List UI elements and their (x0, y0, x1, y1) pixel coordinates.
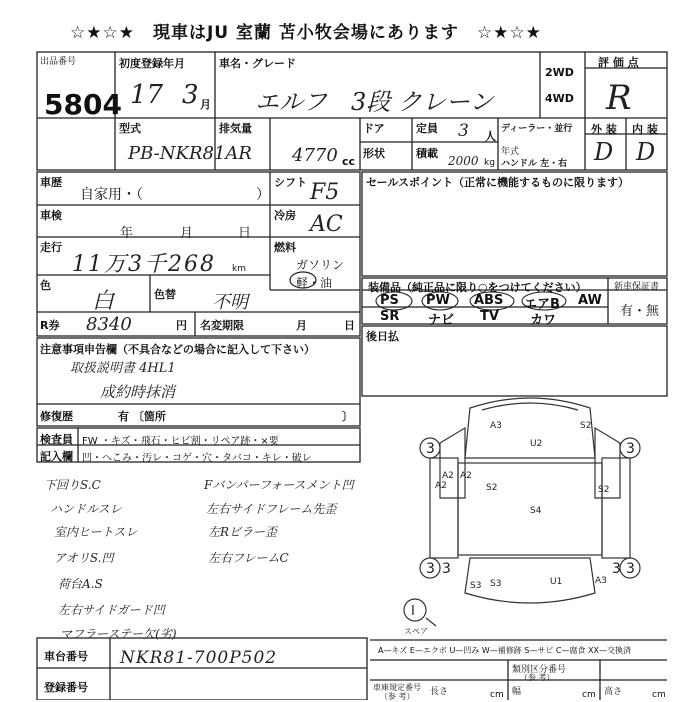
repair-label: 修復歴 (40, 410, 73, 423)
registration-year: 17 (130, 80, 164, 110)
after-sale-label: 後日払 (366, 330, 399, 343)
inspection-month-unit: 月 (180, 226, 194, 241)
ticket-unit: 円 (176, 319, 187, 332)
car-diagram (390, 388, 670, 638)
diagram-mark: S2 (486, 483, 498, 493)
spare-note: スペア (404, 627, 428, 636)
ticket-value: 8340 (86, 314, 132, 335)
equipment-label: 装備品（純正品に限り○をつけてください） (368, 281, 587, 294)
diagram-circle: 3 (626, 441, 635, 457)
diagram-mark: S3 (490, 579, 502, 589)
grade-value: R (606, 78, 632, 118)
diagram-mark: A2 (460, 471, 472, 481)
equipment-tv: TV (480, 309, 499, 324)
displacement-value: 4770 (292, 145, 338, 166)
equipment-aw: AW (578, 293, 602, 308)
diagram-mark: A3 (490, 421, 502, 431)
repair-value: 有 〔箇所 (118, 410, 166, 423)
bottom-length: 長さ (430, 687, 449, 697)
bottom-cm-2: cm (582, 690, 596, 700)
warranty-label: 新車保証書 (614, 282, 660, 292)
ticket-label: R券 (40, 319, 60, 332)
shift-value: F5 (310, 180, 340, 205)
car-name-label: 車名・グレード (219, 57, 296, 70)
equipment-abs: ABS (474, 293, 504, 308)
diagram-mark: S4 (530, 506, 542, 516)
notes-label: 注意事項申告欄（不具合などの場合に記入して下さい） (40, 343, 315, 356)
condition-note: 左Rビラー歪 (208, 525, 278, 539)
legend-text: A—キズ E—エクボ U—凹み W—補修跡 S—サビ C—腐食 XX—交換済 (378, 646, 632, 655)
registration-month-unit: 月 (200, 98, 211, 111)
condition-note: 下回りS.C (44, 478, 101, 492)
model-label: 型式 (119, 122, 141, 135)
recorder-items: 凹・へこみ・汚レ・コゲ・穴・タバコ・キレ・破レ (82, 453, 312, 464)
condition-note: 左右サイドガード凹 (58, 603, 165, 617)
diagram-mark: A3 (595, 576, 607, 586)
inspection-day-unit: 日 (238, 226, 252, 241)
sales-point-label: セールスポイント（正常に機能するものに限ります） (366, 176, 630, 189)
registration-month: 3 (182, 80, 199, 110)
diagram-circle: 3 (626, 561, 635, 577)
shift-label: シフト (274, 176, 307, 189)
door-label: ドア (363, 122, 385, 135)
interior-grade: D (636, 138, 656, 166)
dealer-year-label: 年式 (501, 147, 520, 157)
fuel-gasoline: ガソリン (296, 258, 345, 272)
condition-note: 左右フレームC (208, 551, 289, 565)
equipment-ps: PS (380, 293, 399, 308)
color-value: 白 (92, 289, 115, 314)
displacement-unit: cc (342, 155, 356, 168)
aircon-label: 冷房 (274, 209, 296, 222)
bottom-ref: （参 考） (380, 692, 415, 701)
diesel-circle (288, 270, 318, 290)
header-title: ☆★☆★ 現車はJU 室蘭 苫小牧会場にあります ☆★☆★ (70, 23, 542, 43)
equipment-circles (370, 290, 590, 312)
notes-line2: 成約時抹消 (100, 383, 176, 401)
fuel-diesel: 軽・油 (296, 276, 333, 290)
dealer-label: ディーラー・並行 (501, 124, 573, 134)
model-value: PB-NKR81AR (128, 143, 252, 164)
legend-sub: 類別区分番号 (512, 665, 567, 675)
diagram-mark: S2 (598, 485, 610, 495)
drive-2wd: 2WD (545, 66, 574, 79)
inspection-label: 車検 (40, 209, 62, 222)
name-change-label: 名変期限 (200, 319, 244, 332)
capacity-value: 3 (458, 121, 469, 141)
interior-label: 内 装 (632, 123, 658, 136)
mileage-label: 走行 (40, 241, 62, 254)
diagram-circle: 3 (442, 561, 451, 577)
chassis-label: 車台番号 (44, 650, 88, 663)
mileage-unit: km (232, 264, 246, 274)
load-label: 積載 (416, 147, 438, 160)
name-change-month: 月 (296, 319, 307, 332)
registration-label: 初度登録年月 (119, 57, 185, 70)
diagram-circle: 3 (426, 561, 435, 577)
equipment-pw: PW (426, 293, 450, 308)
load-value: 2000 (448, 154, 479, 168)
diagram-mark: U2 (530, 439, 543, 449)
equipment-airbag: エアB (524, 297, 560, 312)
reg-number-label: 登録番号 (44, 681, 88, 694)
bottom-cm-3: cm (652, 690, 666, 700)
legend-sub2: （参 考） (520, 673, 555, 682)
recorder-label: 記入欄 (40, 450, 73, 463)
bottom-cm-1: cm (490, 690, 504, 700)
color-change-value: 不明 (212, 292, 248, 313)
aircon-value: AC (310, 212, 343, 237)
lot-number: 5804 (44, 88, 122, 121)
car-name-value: エルフ 3段 クレーン (255, 88, 494, 116)
name-change-day: 日 (344, 319, 355, 332)
condition-note: ハンドルスレ (50, 502, 122, 516)
color-change-label: 色替 (154, 288, 176, 301)
warranty-value: 有・無 (620, 304, 660, 319)
repair-close: 〕 (342, 410, 353, 423)
inspection-year-unit: 年 (120, 226, 134, 241)
diagram-mark: S2 (580, 421, 592, 431)
color-label: 色 (40, 279, 51, 292)
notes-line1: 取扱説明書 4HL1 (70, 361, 176, 376)
fuel-label: 燃料 (274, 241, 296, 254)
condition-note: 室内ヒートスレ (54, 525, 138, 539)
bottom-width: 幅 (512, 687, 522, 697)
shape-label: 形状 (363, 147, 385, 160)
diagram-mark: A2 (435, 481, 447, 491)
condition-note: Fバンパーフォースメント凹 (204, 478, 354, 492)
diagram-mark: U1 (550, 577, 563, 587)
checker-label: 検査員 (40, 433, 73, 446)
condition-note: 左右サイドフレーム先歪 (206, 502, 337, 516)
exterior-grade: D (594, 138, 614, 166)
equipment-sr: SR (380, 309, 400, 324)
equipment-navi: ナビ (428, 313, 455, 328)
checker-items: FW ・キズ・飛石・ヒビ割・リペア跡・×要 (82, 436, 279, 447)
drive-4wd: 4WD (545, 92, 574, 105)
grade-label: 評 価 点 (598, 56, 639, 69)
history-close: ） (256, 187, 270, 203)
displacement-label: 排気量 (219, 122, 252, 135)
bottom-spec-label: 車庫規定番号 (373, 683, 421, 692)
history-value: 自家用・（ (80, 187, 143, 203)
condition-note: 荷台A.S (58, 577, 103, 591)
mileage-value: 11万3千268 (72, 252, 216, 277)
bottom-height: 高さ (604, 687, 623, 697)
chassis-value: NKR81-700P502 (120, 648, 278, 668)
history-label: 車歴 (40, 176, 62, 189)
diagram-circle: 3 (612, 561, 621, 577)
handle-label: ハンドル 左・右 (501, 159, 568, 169)
diagram-circle: 3 (426, 441, 435, 457)
capacity-label: 定員 (416, 122, 438, 135)
condition-note: アオリS.凹 (54, 551, 114, 565)
spare-mark: I (411, 604, 415, 619)
exterior-label: 外 装 (591, 123, 617, 136)
diagram-mark: S3 (470, 581, 482, 591)
capacity-unit: 人 (485, 130, 496, 143)
lot-label: 出品番号 (40, 57, 77, 67)
condition-note: マフラーステー欠(劣) (60, 627, 177, 641)
equipment-leather: カワ (530, 313, 557, 328)
load-unit: kg (484, 158, 495, 168)
diagram-mark: A2 (442, 471, 454, 481)
